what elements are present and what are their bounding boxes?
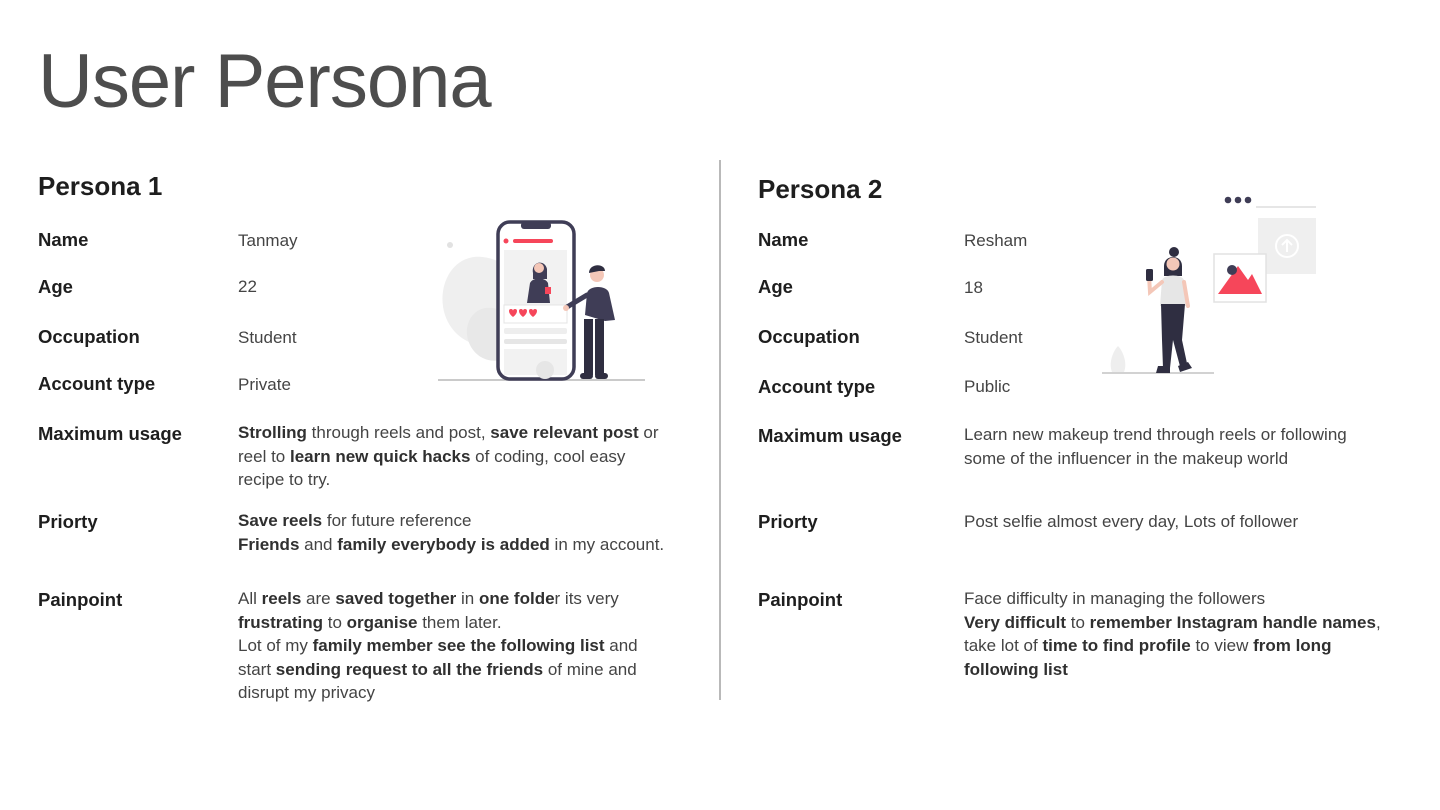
emphasis-text: reels (261, 589, 302, 608)
painpoint-label: Painpoint (38, 589, 123, 610)
maximum-usage-value (964, 423, 1374, 470)
text-line (238, 587, 663, 634)
account-type-label: Account type (38, 373, 156, 394)
more-dots-icon (1225, 197, 1316, 207)
text-run: of mine and disrupt my privacy (238, 659, 637, 702)
text-run: , take lot of (964, 612, 1381, 655)
text-run: for future reference (322, 511, 472, 530)
selfie-person-icon (1146, 247, 1192, 373)
name-label: Name (758, 229, 809, 250)
text-line (964, 587, 1404, 611)
text-run: of coding, cool easy recipe to try. (238, 446, 626, 489)
text-run: them later. (417, 612, 502, 632)
text-line (964, 611, 1404, 682)
text-line (238, 634, 663, 705)
occupation-value: Student (238, 328, 297, 347)
text-run: or reel to (238, 423, 659, 466)
plant-decoration (1111, 346, 1126, 372)
persona-2-illustration (1098, 190, 1320, 378)
text-line (238, 509, 688, 533)
emphasis-text: time to find profile (1042, 636, 1191, 655)
text-run: and start (238, 636, 638, 679)
painpoint-value (238, 587, 663, 705)
text-run: Face difficulty in managing the followers (964, 589, 1266, 608)
text-line (238, 533, 688, 557)
maximum-usage-label: Maximum usage (758, 425, 902, 446)
priority-label: Priorty (758, 511, 818, 532)
age-value: 22 (238, 277, 257, 296)
text-run: in (456, 589, 479, 608)
text-run: in my account. (549, 534, 665, 554)
emphasis-text: family everybody is added (337, 534, 550, 554)
emphasis-text: Very difficult (964, 612, 1067, 632)
age-value: 18 (964, 278, 983, 297)
account-type-value: Public (964, 377, 1011, 396)
priority-value (964, 510, 1414, 534)
maximum-usage-value (238, 421, 670, 492)
emphasis-text: sending request to all the friends (275, 659, 544, 679)
emphasis-text: organise (346, 612, 418, 632)
emphasis-text: learn new quick hacks (289, 446, 471, 466)
text-run: All (238, 589, 262, 608)
persona-1-illustration (435, 215, 650, 387)
priority-value (238, 509, 688, 556)
text-run: to (1066, 612, 1090, 632)
emphasis-text: from long following list (964, 636, 1332, 679)
maximum-usage-label: Maximum usage (38, 423, 182, 444)
image-icon (1214, 254, 1266, 302)
text-line (964, 510, 1414, 534)
occupation-label: Occupation (38, 326, 140, 347)
painpoint-value (964, 587, 1404, 681)
text-run: to view (1190, 636, 1254, 655)
emphasis-text: Save reels (238, 511, 323, 530)
emphasis-text: remember Instagram handle names (1089, 612, 1376, 632)
text-run: and (299, 534, 338, 554)
text-run: r its very (554, 589, 619, 608)
account-type-label: Account type (758, 376, 876, 397)
emphasis-text: frustrating (238, 612, 323, 632)
painpoint-label: Painpoint (758, 589, 843, 610)
emphasis-text: Friends (238, 534, 300, 554)
priority-label: Priorty (38, 511, 98, 532)
text-run: to (323, 612, 347, 632)
emphasis-text: one folde (478, 589, 555, 608)
text-run: Post selfie almost every day, Lots of follower (964, 512, 1299, 531)
emphasis-text: Strolling (238, 423, 307, 442)
name-value: Resham (964, 231, 1028, 250)
phone-icon (498, 222, 574, 379)
page-title: User Persona (38, 39, 491, 124)
age-label: Age (38, 276, 73, 297)
text-run: are (301, 589, 336, 608)
emphasis-text: saved together (335, 589, 457, 608)
name-value: Tanmay (238, 231, 298, 250)
emphasis-text: family member see the following list (312, 636, 605, 655)
text-run: Lot of my (238, 636, 313, 655)
name-label: Name (38, 229, 89, 250)
column-divider (719, 160, 721, 700)
text-run: through reels and post, (306, 423, 491, 442)
text-run: Learn new makeup trend through reels or following some of the influencer in the makeup world (964, 425, 1347, 468)
persona-1-heading: Persona 1 (38, 171, 163, 201)
emphasis-text: save relevant post (490, 423, 639, 442)
occupation-label: Occupation (758, 326, 860, 347)
persona-2-heading: Persona 2 (758, 174, 883, 204)
age-label: Age (758, 276, 793, 297)
occupation-value: Student (964, 328, 1023, 347)
account-type-value: Private (238, 375, 291, 394)
